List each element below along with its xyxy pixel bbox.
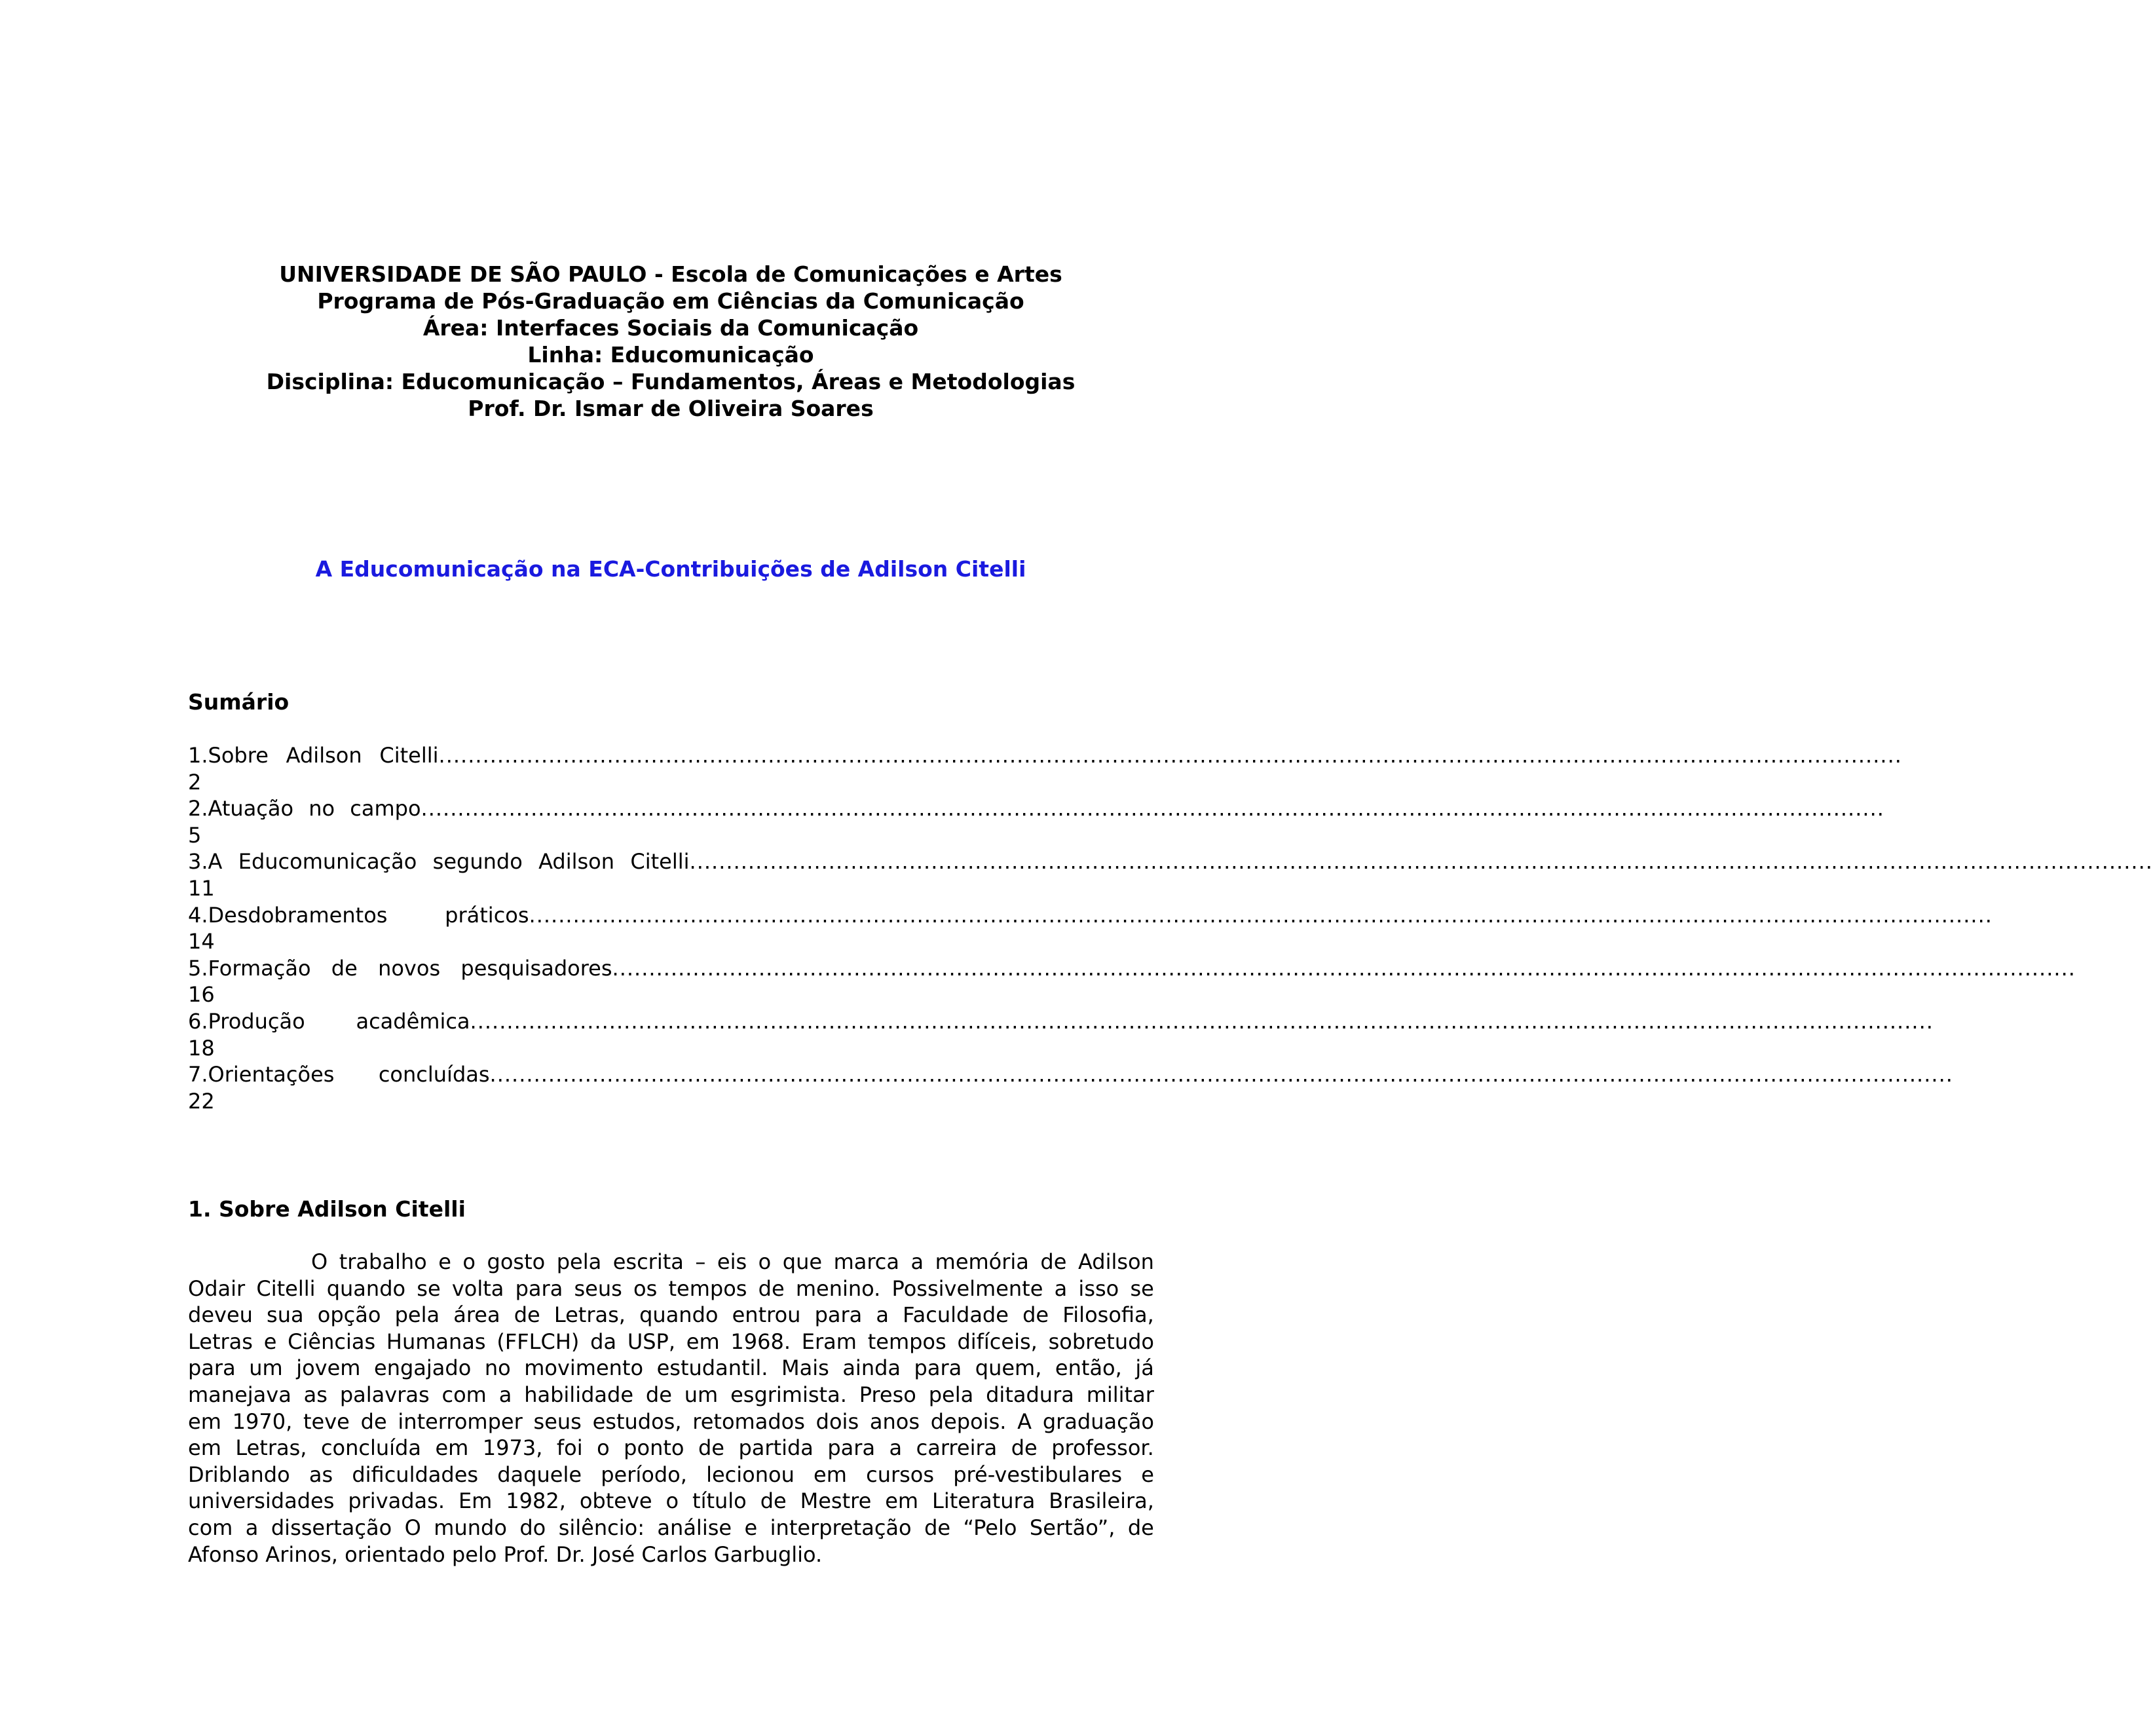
toc-dot-leader: ........................................................................................................................................................................................................ [438,743,1902,768]
toc-entry-page: 2 [188,769,202,795]
toc-entry-number: 1. [188,743,208,768]
paragraph-line: Driblando as dificuldades daquele período, lecionou em cursos pré-vestibulares e [188,1462,1154,1487]
toc-entry-page: 14 [188,929,215,954]
toc-dot-leader: ........................................................................................................................................................................................................ [421,796,1884,821]
toc-entry [188,795,1884,848]
toc-entry [188,902,1993,955]
toc-entry [188,848,2153,901]
toc-dot-leader: ........................................................................................................................................................................................................ [689,849,2153,875]
toc-dot-leader: ........................................................................................................................................................................................................ [489,1062,1953,1087]
toc-entry-number: 5. [188,955,208,981]
paragraph-line: em 1970, teve de interromper seus estudos, retomados dois anos depois. A graduação [188,1408,1154,1434]
paragraph-line: Letras e Ciências Humanas (FFLCH) da USP, em 1968. Eram tempos difíceis, sobretudo [188,1329,1154,1354]
section-heading: 1. Sobre Adilson Citelli [188,1196,466,1222]
toc-entry-number: 4. [188,902,208,928]
institution-header [131,261,1210,422]
paragraph-line: Afonso Arinos, orientado pelo Prof. Dr. José Carlos Garbuglio. [188,1541,823,1567]
header-line-discipline: Disciplina: Educomunicação – Fundamentos, Áreas e Metodologias [266,369,1076,394]
toc-entry-text: Orientações concluídas [208,1062,490,1087]
toc-heading: Sumário [188,689,290,715]
toc-entry-text: Atuação no campo [208,796,421,821]
toc-entry-number: 2. [188,796,208,821]
toc-entry-page: 5 [188,822,202,848]
paragraph-line: manejava as palavras com a habilidade de um esgrimista. Preso pela ditadura militar [188,1382,1154,1407]
header-line-university: UNIVERSIDADE DE SÃO PAULO - Escola de Comunicações e Artes [279,261,1062,287]
header-line-program: Programa de Pós-Graduação em Ciências da Comunicação [317,288,1024,314]
header-line-area: Área: Interfaces Sociais da Comunicação [422,315,919,341]
header-line-research-line: Linha: Educomunicação [527,342,814,368]
toc-entry-page: 22 [188,1088,215,1114]
toc-entry-text: Produção acadêmica [208,1008,470,1034]
toc-entry-text: Formação de novos pesquisadores [208,955,612,981]
toc-entry-text: Desdobramentos práticos [208,902,529,928]
document-title: A Educomunicação na ECA-Contribuições de Adilson Citelli [315,556,1026,582]
toc-entry-text: Sobre Adilson Citelli [208,743,439,768]
toc-entry [188,1008,1934,1061]
body-paragraph [188,1249,1154,1568]
header-line-professor: Prof. Dr. Ismar de Oliveira Soares [468,396,874,421]
paragraph-line: universidades privadas. Em 1982, obteve o título de Mestre em Literatura Brasileira, [188,1488,1154,1514]
toc-entry-page: 16 [188,982,215,1008]
paragraph-line: em Letras, concluída em 1973, foi o ponto de partida para a carreira de professor. [188,1435,1154,1461]
paragraph-line: deveu sua opção pela área de Letras, quando entrou para a Faculdade de Filosofia, [188,1302,1154,1328]
toc-entry [188,1061,1953,1114]
paragraph-line: O trabalho e o gosto pela escrita – eis o que marca a memória de Adilson [311,1249,1154,1274]
toc-entry-text: A Educomunicação segundo Adilson Citelli [208,849,690,875]
toc-dot-leader: ........................................................................................................................................................................................................ [470,1008,1934,1034]
paragraph-line: Odair Citelli quando se volta para seus os tempos de menino. Possivelmente a isso se [188,1275,1154,1301]
toc-entry-number: 6. [188,1008,208,1034]
paragraph-line: com a dissertação O mundo do silêncio: análise e interpretação de “Pelo Sertão”, de [188,1515,1154,1540]
toc-entry-page: 11 [188,875,215,901]
toc-entry-number: 7. [188,1062,208,1087]
toc-entry-page: 18 [188,1035,215,1061]
toc-entry-number: 3. [188,849,208,875]
toc-dot-leader: ........................................................................................................................................................................................................ [612,955,2076,981]
toc-entry [188,955,2076,1008]
toc-entry [188,742,1902,795]
toc-dot-leader: ........................................................................................................................................................................................................ [529,902,1993,928]
table-of-contents [188,742,2153,1114]
paragraph-line: para um jovem engajado no movimento estudantil. Mais ainda para quem, então, já [188,1355,1154,1381]
